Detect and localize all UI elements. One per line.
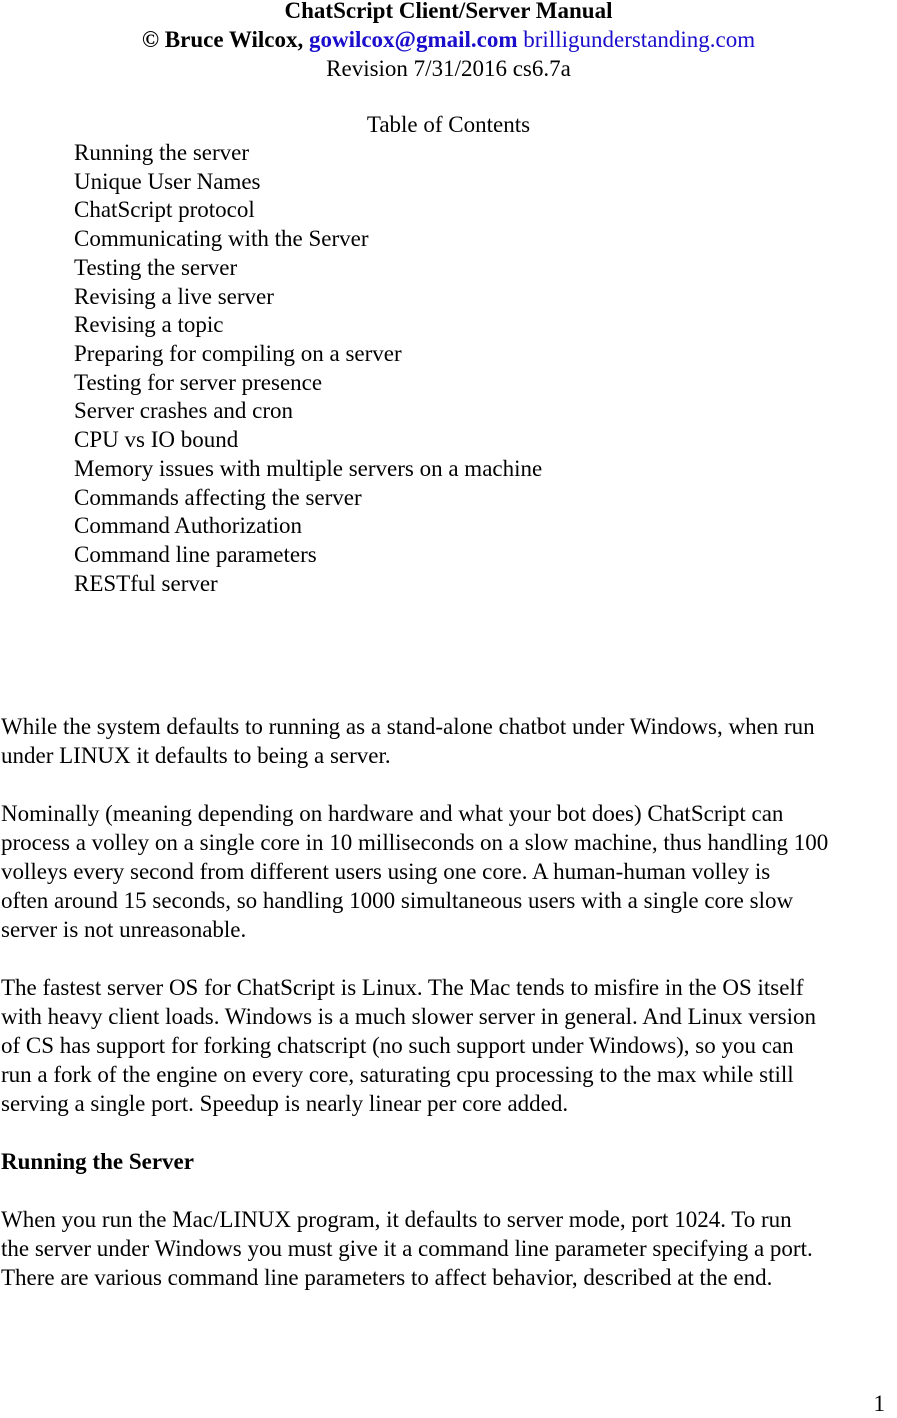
text-line: The fastest server OS for ChatScript is Linux. The Mac tends to misfire in the OS itself — [1, 975, 804, 1000]
toc-item[interactable]: Commands affecting the server — [74, 484, 362, 510]
intro-paragraph — [1, 712, 897, 770]
text-line: When you run the Mac/LINUX program, it defaults to server mode, port 1024. To run — [1, 1207, 792, 1232]
toc-item[interactable]: ChatScript protocol — [74, 197, 255, 223]
toc-item[interactable]: Server crashes and cron — [74, 398, 294, 424]
toc-item[interactable]: Preparing for compiling on a server — [74, 341, 402, 367]
author-email-link[interactable]: gowilcox@gmail.com — [308, 27, 518, 52]
toc-item[interactable]: CPU vs IO bound — [74, 427, 239, 453]
text-line: There are various command line parameters to affect behavior, described at the end. — [1, 1265, 773, 1290]
section-heading-running-the-server: Running the Server — [1, 1149, 194, 1174]
text-line: While the system defaults to running as a stand-alone chatbot under Windows, when run — [1, 714, 815, 739]
toc-item[interactable]: Revising a live server — [74, 283, 274, 309]
text-line: often around 15 seconds, so handling 1000 simultaneous users with a single core slow — [1, 888, 794, 913]
author-line — [0, 25, 897, 54]
text-line: the server under Windows you must give it a command line parameter specifying a port. — [1, 1236, 813, 1261]
toc-item[interactable]: Command line parameters — [74, 542, 317, 568]
text-line: Nominally (meaning depending on hardware and what your bot does) ChatScript can — [1, 801, 784, 826]
toc-item[interactable]: RESTful server — [74, 570, 218, 596]
text-line: of CS has support for forking chatscript (no such support under Windows), so you can — [1, 1033, 794, 1058]
toc-item[interactable]: Running the server — [74, 140, 250, 165]
toc-item[interactable]: Testing the server — [74, 254, 238, 280]
author-name: © Bruce Wilcox, — [141, 27, 304, 52]
text-line: volleys every second from different users using one core. A human-human volley is — [1, 859, 771, 884]
document-header — [0, 0, 897, 83]
text-line: under LINUX it defaults to being a server. — [1, 743, 391, 768]
text-line: process a volley on a single core in 10 milliseconds on a slow machine, thus handling 100 — [1, 830, 829, 855]
toc-item[interactable]: Revising a topic — [74, 312, 224, 338]
text-line: run a fork of the engine on every core, saturating cpu processing to the max while still — [1, 1062, 794, 1087]
toc-item[interactable]: Memory issues with multiple servers on a machine — [74, 455, 543, 481]
website-link[interactable]: brilligunderstanding.com — [523, 27, 756, 52]
text-line: serving a single port. Speedup is nearly linear per core added. — [1, 1091, 569, 1116]
toc-item[interactable]: Testing for server presence — [74, 369, 323, 395]
table-of-contents — [74, 139, 542, 599]
toc-item[interactable]: Unique User Names — [74, 168, 261, 194]
performance-paragraph — [1, 799, 897, 944]
text-line: server is not unreasonable. — [1, 917, 247, 942]
revision-line: Revision 7/31/2016 cs6.7a — [326, 56, 571, 81]
text-line: with heavy client loads. Windows is a much slower server in general. And Linux version — [1, 1004, 816, 1029]
toc-item[interactable]: Command Authorization — [74, 513, 303, 539]
toc-item[interactable]: Communicating with the Server — [74, 226, 369, 252]
os-paragraph — [1, 973, 897, 1118]
body-text — [1, 712, 897, 1321]
document-title: ChatScript Client/Server Manual — [284, 0, 613, 23]
toc-title: Table of Contents — [366, 112, 531, 137]
page-number: 1 — [873, 1391, 885, 1416]
running-server-paragraph — [1, 1205, 897, 1292]
